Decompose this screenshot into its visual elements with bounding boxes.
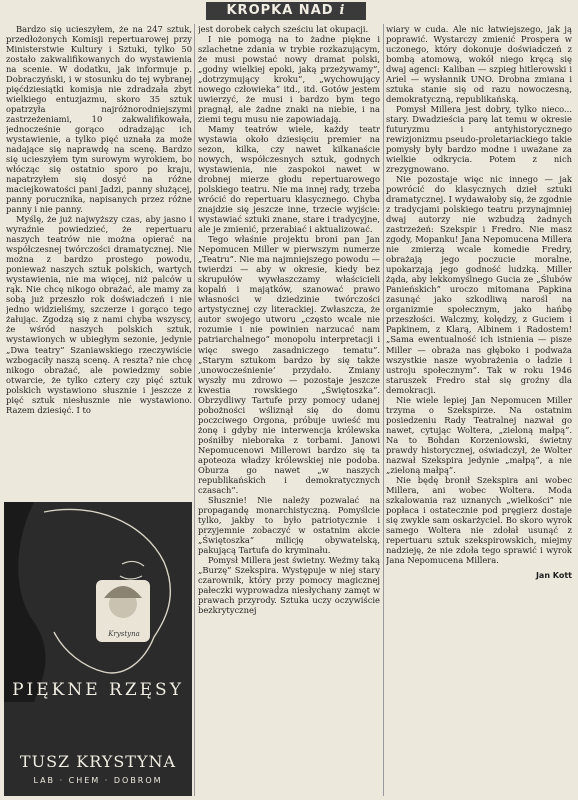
section-title-i: i xyxy=(339,3,346,18)
ad-maker: LAB · CHEM · DOBROM xyxy=(33,776,163,785)
eye-line xyxy=(120,576,142,579)
author-signature: Jan Kott xyxy=(535,570,572,580)
article-column-1 xyxy=(6,24,192,498)
paragraph: jest dorobek całych sześciu lat okupacji. xyxy=(198,24,369,34)
ad-signature: Krystyna xyxy=(108,630,140,638)
hair-shape xyxy=(4,502,46,702)
paragraph: Bardzo się ucieszyłem, że na 247 sztuk, przedłożonych Komisji repertuarowej przy Ministerstwie Kultury i Sztuki, tylko 50 zostało zakwalifikowanych do wystawienia na scenie. W dodatku, jak informuje p. Dobraczyński, i w stosunku do tej wybranej pięćdziesiątki komisja nie zdradzała zbyt wielkiego entuzjazmu, skoro 35 sztuk opatrzyła najróżnorodniejszymi zastrzeżeniami, 10 zakwalifikowała, jednocześnie gorąco odradzając ich wystawienie, a tylko pięć uznała za może nadające się naprawdę na scenę. Bardzo się ucieszyłem tym surowym wyrokiem, bo włócząc się ostatnio sporo po kraju, napatrzyłem się dosyć na różne maciejkowatości pani Jadzi, panny służącej, panny porucznika, napisanych przez różne panny i nie panny. xyxy=(6,24,192,215)
column-divider xyxy=(194,24,195,796)
paragraph: Nie będę bronił Szekspira ani wobec Millera, ani wobec Woltera. Moda szkalowania raz uznanych „wielkości” nie popłaca i ostatecznie pod pręgierz dostaje się zwykle sam oskarżyciel. Bo skoro wyrok samego Woltera nie zdołał usunąć z repertuaru sztuk szekspirowskich, miejmy nadzieję, że nie zdoła tego sprawić i wyrok Jana Nepomucena Millera. xyxy=(386,474,572,565)
paragraph: I nie pomogą na to żadne piękne i szlachetne zdania w trybie rozkazującym, że musi powstać nowy dramat polski, „godny wielkiej epoki, jaką przeżywamy”, „dotrzymujący kroku”, „wychowujący nowego człowieka” itd., itd. Gotów jestem uwierzyć, że musi i bardzo bym tego pragnął, ale żadne znaki na niebie, i na ziemi tegu musu nie zapowiadają. xyxy=(198,34,380,125)
eyebrow-line xyxy=(122,561,144,566)
ad-brand: TUSZ KRYSTYNA xyxy=(19,752,177,771)
ad-headline: PIĘKNE RZĘSY xyxy=(12,680,184,700)
paragraph: wiary w cuda. Ale nic łatwiejszego, jak ją poprawić. Wystarczy zmienić Prospera w uczonego, który dokonuje doświadczeń z bombą atomową, wokół niego kręcą się dwaj agenci: Kaliban — szpieg hitlerowski i Ariel — wysłannik UNO. Drobna zmiana i sztuka stanie się od razu nowoczesną, demokratyczną, republikańską. xyxy=(386,24,572,105)
advertisement xyxy=(4,502,192,796)
paragraph: Mamy teatrów wiele, każdy teatr wystawia około dziesięciu premier na sezon, kilka, czy nawet kilkanaście nowych, współczesnych sztuk, godnych wystawienia, nie zaspokoi nawet w drobnej mierze głodu repertuarowego polskiego teatru. Nie ma innej rady, trzeba wrócić do repertuaru klasycznego. Chyba znajdzie się jeszcze inne, trzecie wyjście: wystawiać sztuki znane, stare i tradycyjne, ale je zmienić, przerabiać i aktualizować. xyxy=(198,124,380,235)
paragraph: Pomysł Millera jest świetny. Weźmy taką „Burzę” Szekspira. Występuje w niej stary czarownik, który przy pomocy magicznej pałeczki wyprowadza niesłychany zamęt w prawach przyrody. Sztuka uczy oczywiście bezkrytycznej xyxy=(198,554,380,615)
section-header xyxy=(206,2,366,20)
article-column-2 xyxy=(198,24,380,800)
paragraph: Słusznie! Nie należy pozwalać na propagandę monarchistyczną. Pomyślcie tylko, jakby to było patriotycznie i przyjemnie zobaczyć w ostatnim akcie „Świętoszka” milicję obywatelską, pakującą Tartufa do kryminału. xyxy=(198,494,380,555)
column-divider xyxy=(383,24,384,796)
paragraph: Tego właśnie projektu broni pan Jan Nepomucen Miller w pierwszym numerze „Teatru”. Nie ma najmniejszego powodu — twierdzi — aby w okresie, kiedy bez skrupułów wywłaszczamy właścicieli kopalń i majątków, szanować prawo własności w dziedzinie twórczości artystycznej czy literackiej. Zwłaszcza, że autor swojego utworu „często wcale nie rozumie i nie powinien narzucać nam patriarchalnego” monopolu interpretacji i więc swego zasadniczego tematu”. „Starym sztukom bardzo by się także ‚unowocześnienie’ przydało. Zmiany wyszły mu zdrowo — pozostaje jeszcze kwestia rowskiego „Świętoszka”. Obrzydliwy Tartufe przy pomocy udanej pobożności wśliznął się do domu poczciwego Orgona, próbuje uwieść mu żonę i gdyby nie interwencja królewska pośniłby nieboraka z torbami. Janowi Nepomucenowi Millerowi bardzo się ta apoteoza władzy królewskiej nie podoba. Oburza go nawet „w naszych republikańskich i demokratycznych czasach”. xyxy=(198,234,380,495)
section-title: KROPKA NAD xyxy=(226,3,334,18)
paragraph: Nie pozostaje więc nic innego — jak powrócić do klasycznych dzieł sztuki dramatycznej. I wydawałoby się, że zgodnie z tradycjami polskiego teatru przynajmniej dwaj autorzy nie wzbudzą żadnych zastrzeżeń: Szekspir i Fredro. Nie masz zgody, Mopanku! Jana Nepomucena Millera nie zmierzą wcale komedie Fredry, obrażają jego poczucie moralne, upokarzają jego godność ludzką. Miller żąda, aby lekkomyślnego Gucia ze „Ślubów Panieńskich” uroczo mitomana Papkina zasunąć jako szkodliwą narośl na organizmie społecznym, jako hańbę przeszłości. Walczmy, kolędzy, z Guciem i Papkinem, z Klarą, Albinem i Radostem! „Sama ewentualność ich istnienia — pisze Miller — obraża nas głęboko i podważa wszystkie nasze wyobrażenia o ładzie i ustroju społecznym”. Tak w roku 1946 staruszek Fredro stał się groźny dla demokracji. xyxy=(386,174,572,395)
paragraph: Myślę, że już najwyższy czas, aby jasno i wyraźnie powiedzieć, że repertuaru naszych teatrów nie można opierać na współczesnej twórczości dramatycznej. Nie można z bardzo prostego powodu, ponieważ naszych sztuk polskich, wartych wystawienia, nie ma więcej, niż palców u rąk. Nie chcę nikogo obrażać, ale mamy za sobą już przeszło rok doświadczeń i nie jedno widzieliśmy, szczerze i gorąco tego żałując. Zgodzą się z nami chyba wszyscy, że wśród naszych polskich sztuk, wystawionych w ubiegłym sezonie, jedynie „Dwa teatry” Szaniawskiego rzeczywiście wzbogaciły naszą scenę. A reszta? nie chcę nikogo obrażać, ale powiedzmy sobie otwarcie, że tylko cztery czy pięć sztuk polskich wystawiono słusznie i jeszcze z pięć sztuk niesłusznie nie wystawiono. Razem dziesięć. I to xyxy=(6,214,192,415)
paragraph: Pomysł Millera jest dobry, tylko nieco... stary. Dwadzieścia parę lat temu w okresie futuryzmu i antyhistorycznego rewizjonizmu pseudo-proletariackiego takie pomysły były bardzo modne i uważane za wielkie odkrycia. Potem z nich zrezygnowano. xyxy=(386,104,572,175)
article-column-3 xyxy=(386,24,572,800)
paragraph: Nie wiele lepiej Jan Nepomucen Miller trzyma o Szekspirze. Na ostatnim posiedzeniu Rady Teatralnej nazwał go nawet, cytując Woltera, „zieloną małpą”. Na to Bohdan Korzeniowski, świetny prawdy historycznej, oświadczył, że Wolter nazwał Szekspira jedynie „małpą”, a nie „zieloną małpą”. xyxy=(386,394,572,475)
